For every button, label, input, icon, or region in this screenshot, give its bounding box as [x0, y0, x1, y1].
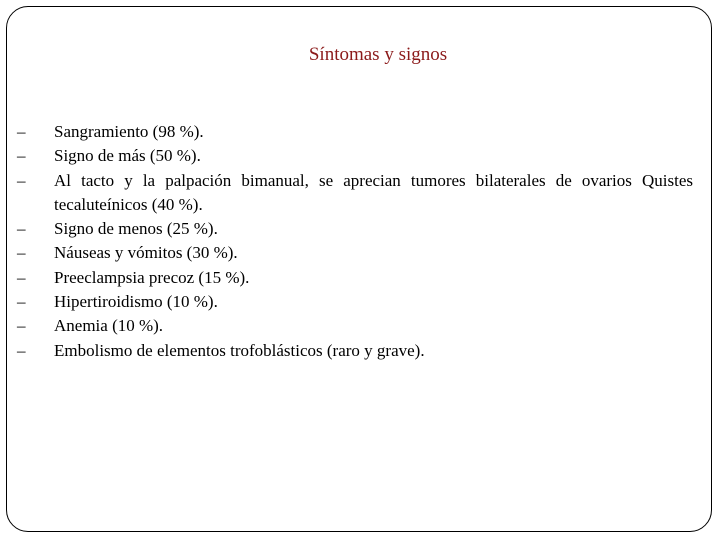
list-item [17, 266, 693, 290]
list-item [17, 339, 693, 363]
dash-bullet-icon: – [17, 340, 26, 360]
bullet-list [17, 120, 693, 363]
dash-bullet-icon: – [17, 292, 26, 312]
list-item [17, 217, 693, 241]
dash-bullet-icon: – [17, 170, 26, 190]
list-item-text: Náuseas y vómitos (30 %). [54, 243, 238, 263]
dash-bullet-icon: – [17, 219, 26, 239]
list-item-text: Al tacto y la palpación bimanual, se aprecian tumores bilaterales de ovarios Quistes tecaluteínicos (40 %). [54, 170, 693, 214]
list-item-text: Hipertiroidismo (10 %). [54, 292, 218, 312]
list-item [17, 290, 693, 314]
list-item-text: Anemia (10 %). [54, 316, 164, 336]
list-item-text: Signo de más (50 %). [54, 146, 201, 166]
dash-bullet-icon: – [17, 267, 26, 287]
dash-bullet-icon: – [17, 122, 26, 141]
list-item [17, 241, 693, 265]
dash-bullet-icon: – [17, 243, 26, 263]
list-item [17, 120, 693, 144]
list-item [17, 144, 693, 168]
list-item-text: Preeclampsia precoz (15 %). [54, 267, 250, 287]
list-item [17, 169, 693, 218]
list-item-text: Embolismo de elementos trofoblásticos (raro y grave). [54, 340, 425, 360]
dash-bullet-icon: – [17, 316, 26, 336]
list-item-text: Signo de menos (25 %). [54, 219, 218, 239]
dash-bullet-icon: – [17, 146, 26, 166]
slide-title: Síntomas y signos [308, 44, 448, 65]
list-item-text: Sangramiento (98 %). [54, 122, 204, 141]
list-item [17, 314, 693, 338]
